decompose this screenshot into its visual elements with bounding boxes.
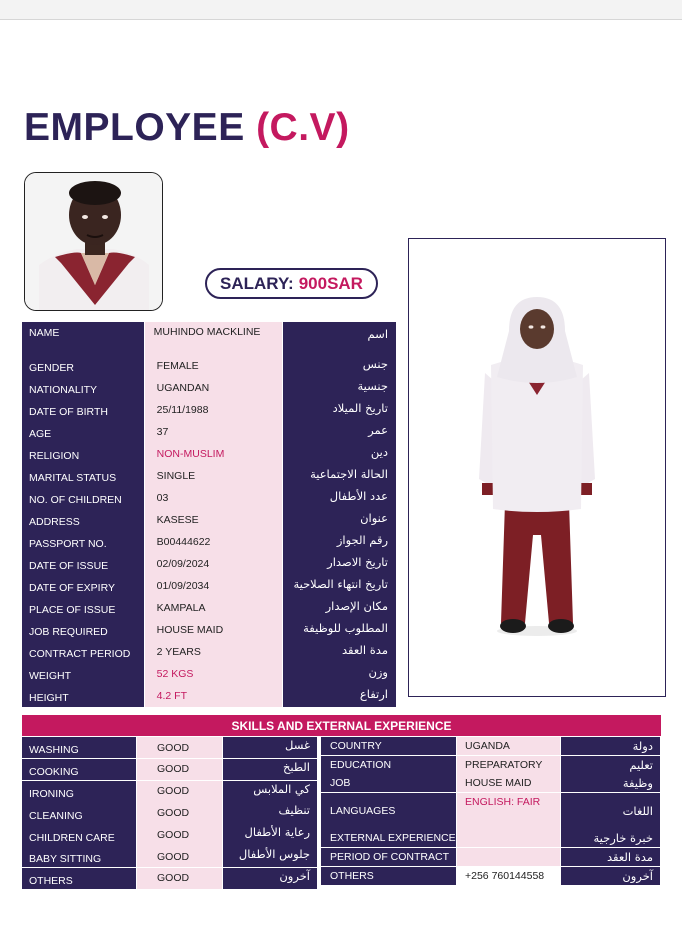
skill-row (22, 824, 317, 845)
field-label-arabic: اسم (283, 322, 396, 355)
field-value: MUHINDO MACKLINE (145, 322, 283, 355)
salary-label: SALARY: (220, 273, 294, 293)
personal-row (22, 553, 396, 575)
field-label-arabic: مدة العقد (283, 641, 396, 663)
skill-row (22, 868, 317, 889)
skill-label-arabic: رعاية الأطفال (223, 824, 317, 845)
skills-section-header: SKILLS AND EXTERNAL EXPERIENCE (22, 715, 661, 736)
field-label: WEIGHT (22, 663, 144, 685)
field-label-arabic: مكان الإصدار (283, 597, 396, 619)
personal-row (22, 619, 396, 641)
field-label-arabic: تاريخ انتهاء الصلاحية (283, 575, 396, 597)
field-label: GENDER (22, 355, 144, 377)
window-top-bar (0, 0, 682, 20)
experience-label-arabic: دولة (561, 737, 660, 755)
skill-label: CHILDREN CARE (22, 824, 136, 845)
personal-row (22, 509, 396, 531)
personal-row (22, 531, 396, 553)
experience-label-arabic: تعليم (561, 756, 660, 774)
field-value: B00444622 (145, 531, 283, 553)
field-value: HOUSE MAID (145, 619, 283, 641)
personal-row (22, 487, 396, 509)
field-value: FEMALE (145, 355, 283, 377)
skill-row (22, 781, 317, 802)
personal-row (22, 421, 396, 443)
personal-row (22, 575, 396, 597)
field-value: NON-MUSLIM (145, 443, 283, 465)
field-label: RELIGION (22, 443, 144, 465)
experience-value: UGANDA (457, 737, 560, 755)
experience-label-arabic: مدة العقد (561, 848, 660, 866)
field-label-arabic: عمر (283, 421, 396, 443)
title-main: EMPLOYEE (24, 106, 245, 149)
experience-label: OTHERS (321, 867, 456, 885)
personal-row (22, 685, 396, 707)
experience-row (321, 829, 661, 847)
skill-label: BABY SITTING (22, 846, 136, 867)
experience-table (321, 737, 661, 885)
experience-row (321, 848, 661, 866)
experience-value: +256 760144558 (457, 867, 560, 885)
skills-table (22, 737, 317, 889)
field-label-arabic: ارتفاع (283, 685, 396, 707)
skill-rating: GOOD (137, 846, 222, 867)
experience-label: LANGUAGES (321, 793, 456, 829)
skill-rating: GOOD (137, 824, 222, 845)
field-value: 2 YEARS (145, 641, 283, 663)
skill-row (22, 759, 317, 780)
experience-value: HOUSE MAID (457, 774, 560, 792)
skill-label-arabic: الطبخ (223, 759, 317, 780)
skill-rating: GOOD (137, 759, 222, 780)
field-label: NO. OF CHILDREN (22, 487, 144, 509)
field-label-arabic: رقم الجواز (283, 531, 396, 553)
personal-row (22, 443, 396, 465)
experience-label-arabic: خبرة خارجية (561, 829, 660, 847)
field-value: KAMPALA (145, 597, 283, 619)
field-label-arabic: دين (283, 443, 396, 465)
experience-row (321, 737, 661, 755)
field-label: PLACE OF ISSUE (22, 597, 144, 619)
salary-value: 900SAR (298, 273, 363, 293)
skill-row (22, 802, 317, 823)
field-label: DATE OF EXPIRY (22, 575, 144, 597)
skill-rating: GOOD (137, 802, 222, 823)
personal-info-table (22, 322, 396, 707)
field-label: AGE (22, 421, 144, 443)
personal-row (22, 399, 396, 421)
skill-label: CLEANING (22, 802, 136, 823)
field-label-arabic: تاريخ الاصدار (283, 553, 396, 575)
experience-row (321, 793, 661, 829)
skill-label-arabic: كي الملابس (223, 781, 317, 802)
personal-row (22, 641, 396, 663)
field-label-arabic: الحالة الاجتماعية (283, 465, 396, 487)
experience-row (321, 774, 661, 792)
page-title (24, 106, 350, 150)
experience-label: JOB (321, 774, 456, 792)
field-label: NATIONALITY (22, 377, 144, 399)
personal-row (22, 663, 396, 685)
field-label: JOB REQUIRED (22, 619, 144, 641)
experience-row (321, 756, 661, 774)
field-value: KASESE (145, 509, 283, 531)
experience-label-arabic: آخرون (561, 867, 660, 885)
field-value: 03 (145, 487, 283, 509)
experience-value: PREPARATORY (457, 756, 560, 774)
personal-row (22, 465, 396, 487)
portrait-illustration (25, 173, 163, 311)
full-body-illustration (409, 239, 665, 696)
field-label: NAME (22, 322, 144, 355)
portrait-photo (24, 172, 163, 311)
field-label-arabic: تاريخ الميلاد (283, 399, 396, 421)
field-label-arabic: جنس (283, 355, 396, 377)
experience-value: ENGLISH: FAIR (457, 793, 560, 829)
experience-label: EXTERNAL EXPERIENCE (321, 829, 456, 847)
experience-label: EDUCATION (321, 756, 456, 774)
field-label: DATE OF ISSUE (22, 553, 144, 575)
skill-rating: GOOD (137, 737, 222, 758)
field-label: ADDRESS (22, 509, 144, 531)
salary-badge (205, 268, 378, 299)
field-value: 02/09/2024 (145, 553, 283, 575)
field-label-arabic: عنوان (283, 509, 396, 531)
personal-row (22, 597, 396, 619)
field-label: PASSPORT NO. (22, 531, 144, 553)
skill-label-arabic: تنظيف (223, 802, 317, 823)
title-accent: (C.V) (256, 106, 350, 149)
experience-value (457, 829, 560, 847)
field-value: 37 (145, 421, 283, 443)
personal-row (22, 322, 396, 355)
experience-label-arabic: اللغات (561, 793, 660, 829)
skill-label: IRONING (22, 781, 136, 802)
skill-rating: GOOD (137, 868, 222, 889)
personal-row (22, 377, 396, 399)
field-label: HEIGHT (22, 685, 144, 707)
skill-rating: GOOD (137, 781, 222, 802)
field-value: 01/09/2034 (145, 575, 283, 597)
field-label-arabic: وزن (283, 663, 396, 685)
field-value: 25/11/1988 (145, 399, 283, 421)
skill-row (22, 737, 317, 758)
skill-label-arabic: غسل (223, 737, 317, 758)
experience-row (321, 867, 661, 885)
experience-label: PERIOD OF CONTRACT (321, 848, 456, 866)
skill-label: OTHERS (22, 868, 136, 889)
skill-row (22, 846, 317, 867)
field-label: MARITAL STATUS (22, 465, 144, 487)
field-label-arabic: عدد الأطفال (283, 487, 396, 509)
full-body-photo (408, 238, 666, 697)
skill-label: COOKING (22, 759, 136, 780)
field-value: SINGLE (145, 465, 283, 487)
experience-label: COUNTRY (321, 737, 456, 755)
personal-row (22, 355, 396, 377)
experience-label-arabic: وظيفة (561, 774, 660, 792)
skill-label-arabic: جلوس الأطفال (223, 846, 317, 867)
field-value: 4.2 FT (145, 685, 283, 707)
skill-label: WASHING (22, 737, 136, 758)
field-label: DATE OF BIRTH (22, 399, 144, 421)
field-value: UGANDAN (145, 377, 283, 399)
skill-label-arabic: آخرون (223, 868, 317, 889)
experience-value (457, 848, 560, 866)
field-value: 52 KGS (145, 663, 283, 685)
field-label: CONTRACT PERIOD (22, 641, 144, 663)
field-label-arabic: المطلوب للوظيفة (283, 619, 396, 641)
field-label-arabic: جنسية (283, 377, 396, 399)
